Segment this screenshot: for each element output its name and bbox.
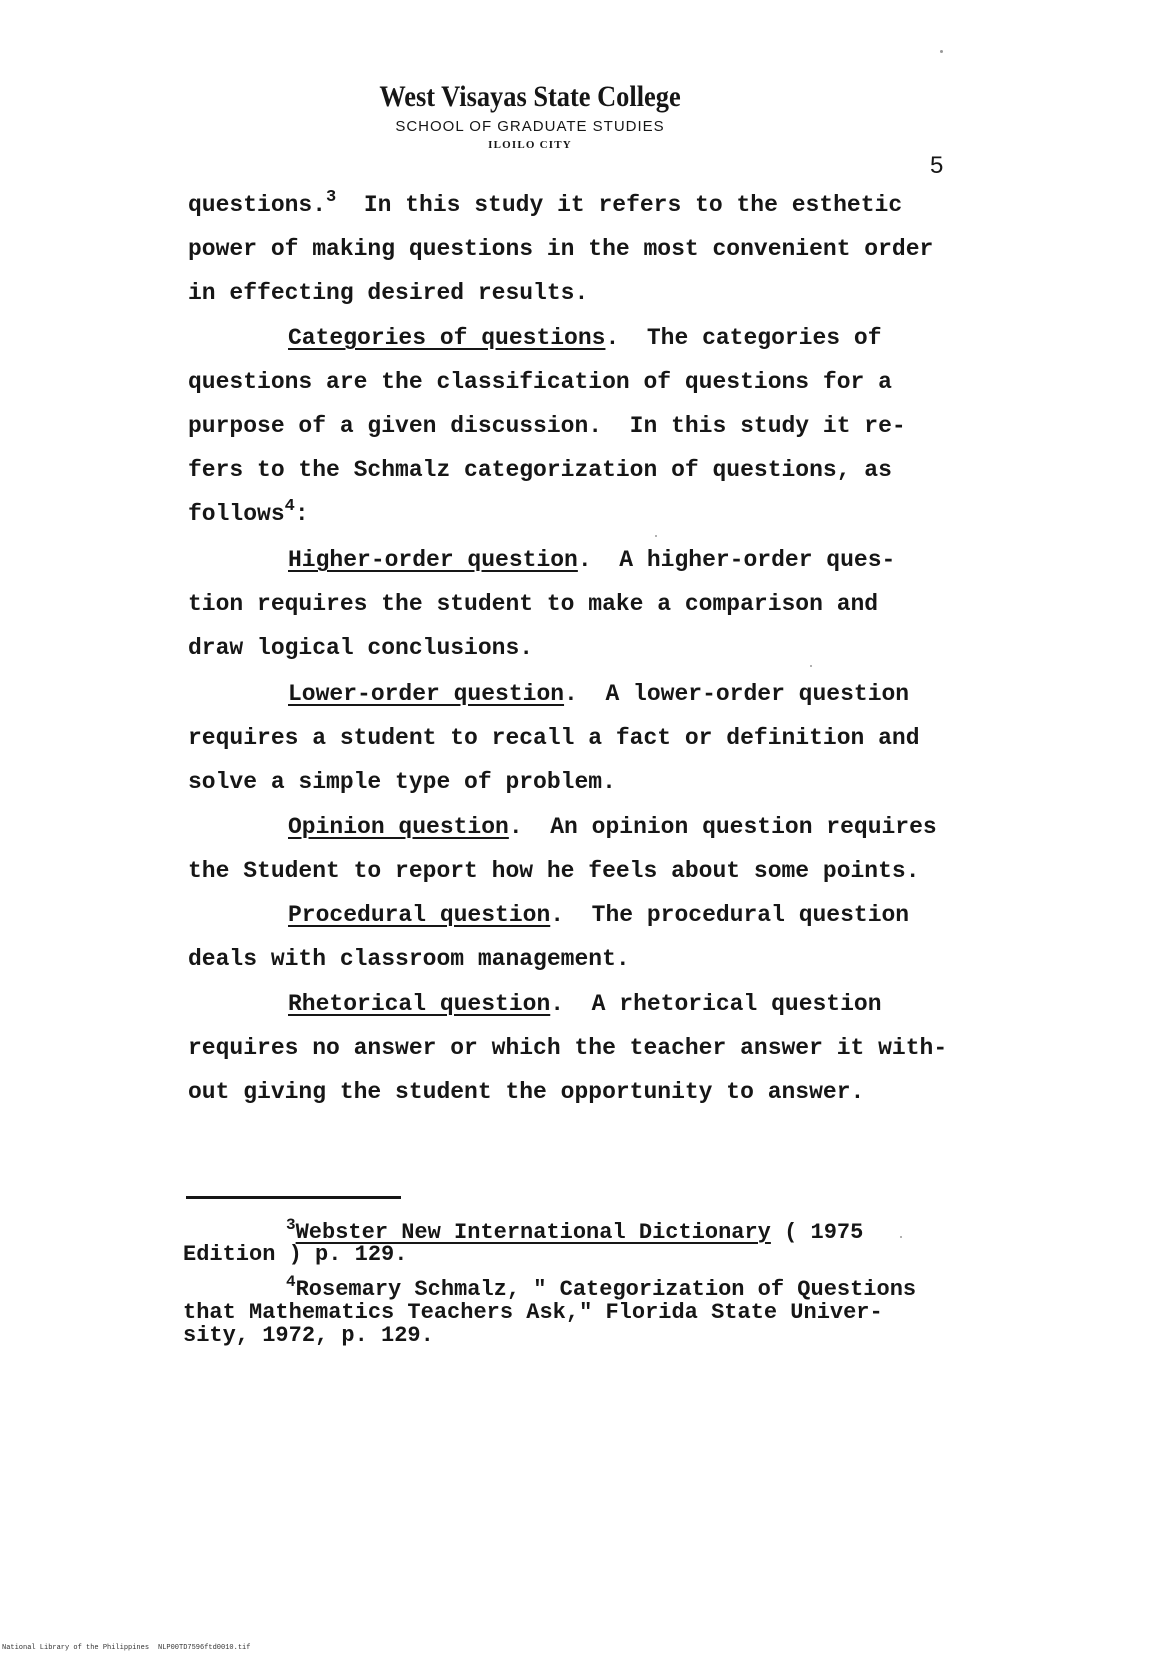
- paragraph-line: requires a student to recall a fact or definition and: [188, 725, 920, 751]
- scan-speck: [810, 665, 812, 667]
- footnote-line: sity, 1972, p. 129.: [183, 1323, 434, 1348]
- term-heading: Procedural question: [288, 902, 551, 928]
- paragraph-line: questions.$^3$ In this study it refers to the esthetic: [188, 188, 903, 218]
- paragraph-line: in effecting desired results.: [188, 280, 589, 306]
- term-heading: Rhetorical question: [288, 991, 551, 1017]
- city-name: ILOILO CITY: [488, 139, 572, 151]
- term-heading: Lower-order question: [288, 681, 565, 707]
- paragraph-line: purpose of a given discussion. In this study it re-: [188, 413, 906, 439]
- footnote-mark: 4: [286, 1273, 296, 1291]
- footnote-mark: 3: [286, 1216, 296, 1234]
- scan-speck: [940, 50, 943, 53]
- paragraph-line: the Student to report how he feels about some points.: [188, 858, 920, 884]
- footnote-title: Webster New International Dictionary: [295, 1220, 771, 1245]
- scan-file-label: NLP00TD7596ftd0010.tif: [158, 1644, 251, 1652]
- paragraph-line: questions are the classification of questions for a: [188, 369, 892, 395]
- paragraph-line: fers to the Schmalz categorization of questions, as: [188, 457, 892, 483]
- paragraph-line: Rhetorical question. A rhetorical question: [288, 991, 882, 1017]
- paragraph-line: Categories of questions. The categories of: [288, 325, 882, 351]
- footnote-line: Edition ) p. 129.: [183, 1242, 408, 1267]
- term-heading: Higher-order question: [288, 547, 578, 573]
- paragraph-line: draw logical conclusions.: [188, 635, 534, 661]
- footnote-divider: [186, 1196, 401, 1199]
- paragraph-line: solve a simple type of problem.: [188, 769, 616, 795]
- paragraph-line: tion requires the student to make a comparison and: [188, 591, 879, 617]
- paragraph-line: Lower-order question. A lower-order question: [288, 681, 910, 707]
- footnote: $^4$Rosemary Schmalz, " Categorization of Questions: [286, 1273, 917, 1302]
- paragraph-line: requires no answer or which the teacher answer it with-: [188, 1035, 948, 1061]
- term-heading: Opinion question: [288, 814, 509, 840]
- footnote-ref: 4: [284, 497, 295, 516]
- paragraph-line: Higher-order question. A higher-order ques-: [288, 547, 896, 573]
- paragraph-line: Opinion question. An opinion question requires: [288, 814, 937, 840]
- footnote: $^3$Webster New International Dictionary ( 1975: [286, 1216, 864, 1245]
- paragraph-line: power of making questions in the most convenient order: [188, 236, 934, 262]
- term-heading: Categories of questions: [288, 325, 606, 351]
- paragraph-line: out giving the student the opportunity to answer.: [188, 1079, 865, 1105]
- scan-library-label: National Library of the Philippines: [2, 1644, 150, 1652]
- paragraph-line: deals with classroom management.: [188, 946, 630, 972]
- footnote-ref: 3: [326, 188, 337, 207]
- page-number: 5: [930, 152, 944, 179]
- scan-speck: [655, 535, 657, 537]
- paragraph-line: Procedural question. The procedural question: [288, 902, 910, 928]
- school-name: SCHOOL OF GRADUATE STUDIES: [395, 118, 665, 135]
- scan-speck: [900, 1236, 902, 1238]
- footnote-line: that Mathematics Teachers Ask," Florida State Univer-: [183, 1300, 883, 1325]
- institution-name: West Visayas State College: [379, 80, 681, 113]
- paragraph-line: follows$^4$:: [188, 497, 309, 527]
